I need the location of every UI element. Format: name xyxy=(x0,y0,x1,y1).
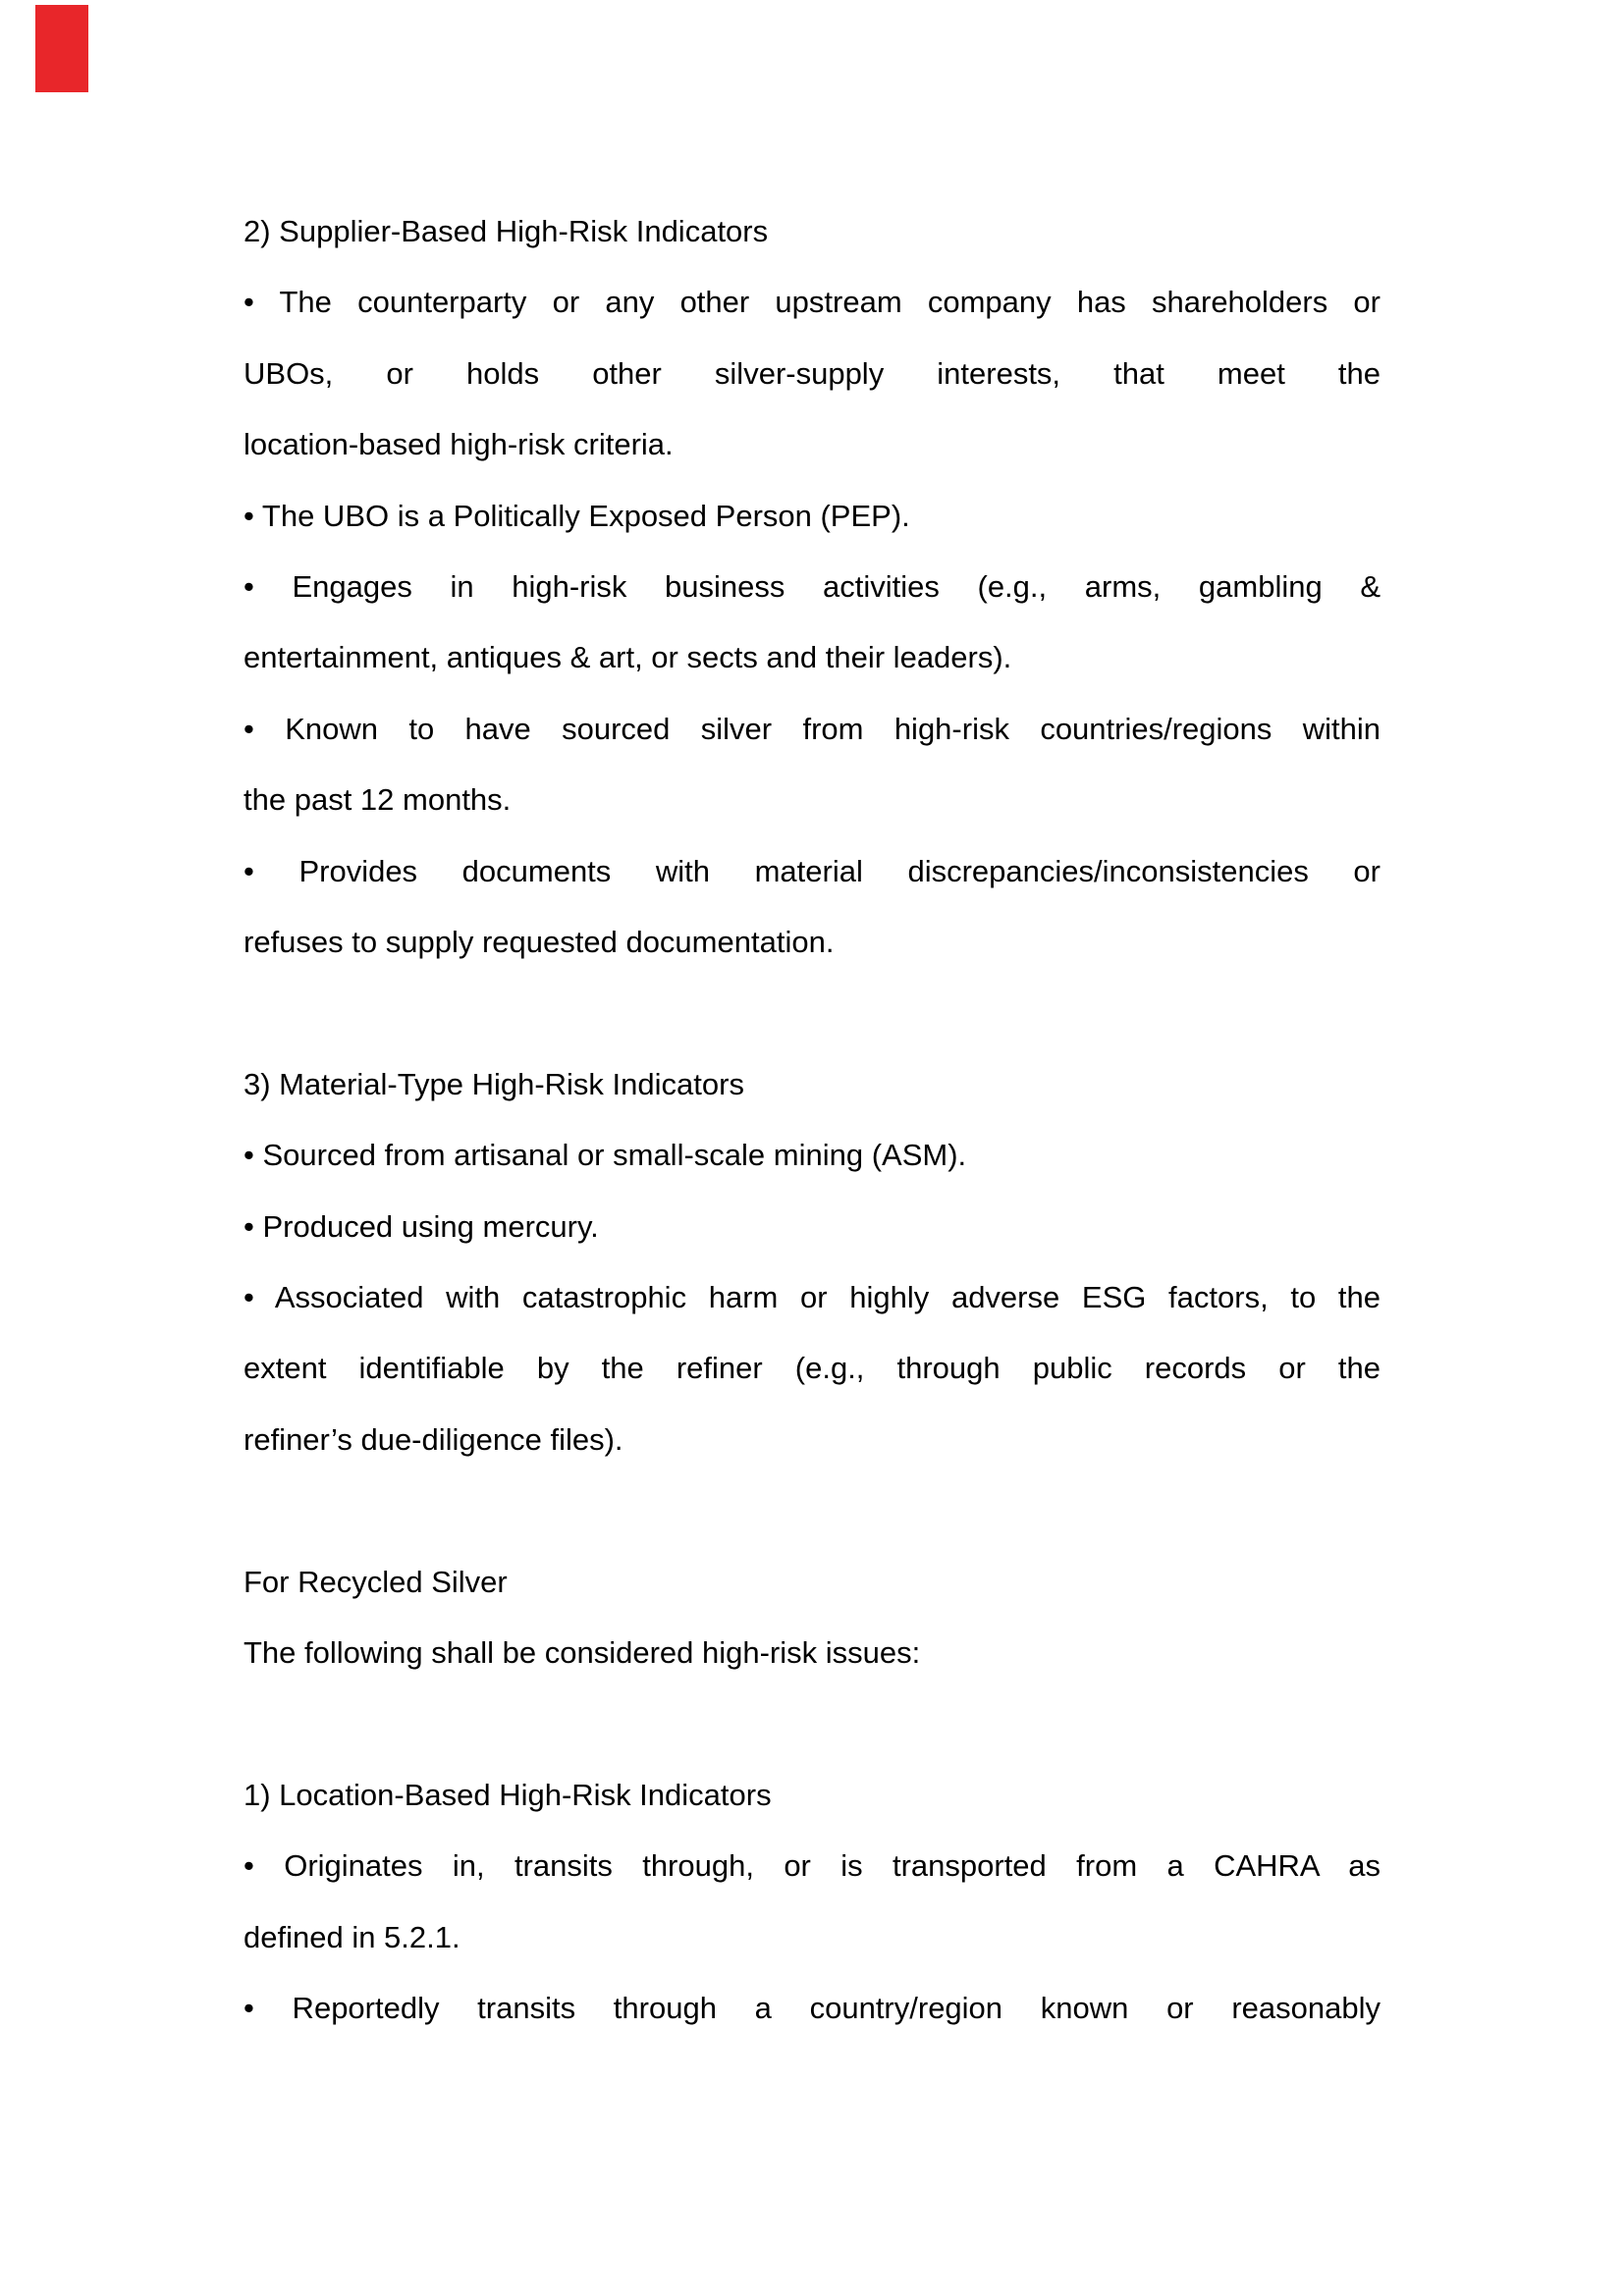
bullet-line: • Provides documents with material discrepancies/inconsistencies or xyxy=(244,853,1380,888)
bullet-line: the past 12 months. xyxy=(244,782,512,818)
bullet-line: • Engages in high-risk business activities (e.g., arms, gambling & xyxy=(244,569,1380,605)
bullet-line: • Originates in, transits through, or is transported from a CAHRA as xyxy=(244,1848,1380,1884)
bullet-line: • Reportedly transits through a country/region known or reasonably xyxy=(244,1991,1380,2026)
bullet-line: • The UBO is a Politically Exposed Person (PEP). xyxy=(244,498,910,533)
bullet-line: • Associated with catastrophic harm or highly adverse ESG factors, to the xyxy=(244,1280,1380,1315)
bullet-line: entertainment, antiques & art, or sects and their leaders). xyxy=(244,640,1012,675)
blank-line xyxy=(244,978,1380,1048)
text-column xyxy=(244,196,1380,2045)
body-line: The following shall be considered high-risk issues: xyxy=(244,1635,921,1671)
heading-line: For Recycled Silver xyxy=(244,1564,508,1599)
heading-line: 3) Material-Type High-Risk Indicators xyxy=(244,1066,744,1101)
red-annotation-marker xyxy=(35,5,88,92)
bullet-line: UBOs, or holds other silver-supply interests, that meet the xyxy=(244,355,1380,391)
bullet-line: • Produced using mercury. xyxy=(244,1208,599,1244)
blank-line xyxy=(244,1475,1380,1546)
bullet-line: • The counterparty or any other upstream company has shareholders or xyxy=(244,285,1380,320)
heading-line: 1) Location-Based High-Risk Indicators xyxy=(244,1777,772,1812)
bullet-line: • Known to have sourced silver from high-risk countries/regions within xyxy=(244,711,1380,746)
heading-line: 2) Supplier-Based High-Risk Indicators xyxy=(244,214,769,248)
bullet-line: • Sourced from artisanal or small-scale mining (ASM). xyxy=(244,1138,967,1173)
bullet-line: refuses to supply requested documentation. xyxy=(244,925,835,960)
blank-line xyxy=(244,1689,1380,1760)
bullet-line: defined in 5.2.1. xyxy=(244,1919,460,1954)
bullet-line: location-based high-risk criteria. xyxy=(244,427,674,462)
bullet-line: extent identifiable by the refiner (e.g., through public records or the xyxy=(244,1351,1380,1386)
bullet-line: refiner’s due-diligence files). xyxy=(244,1421,623,1457)
